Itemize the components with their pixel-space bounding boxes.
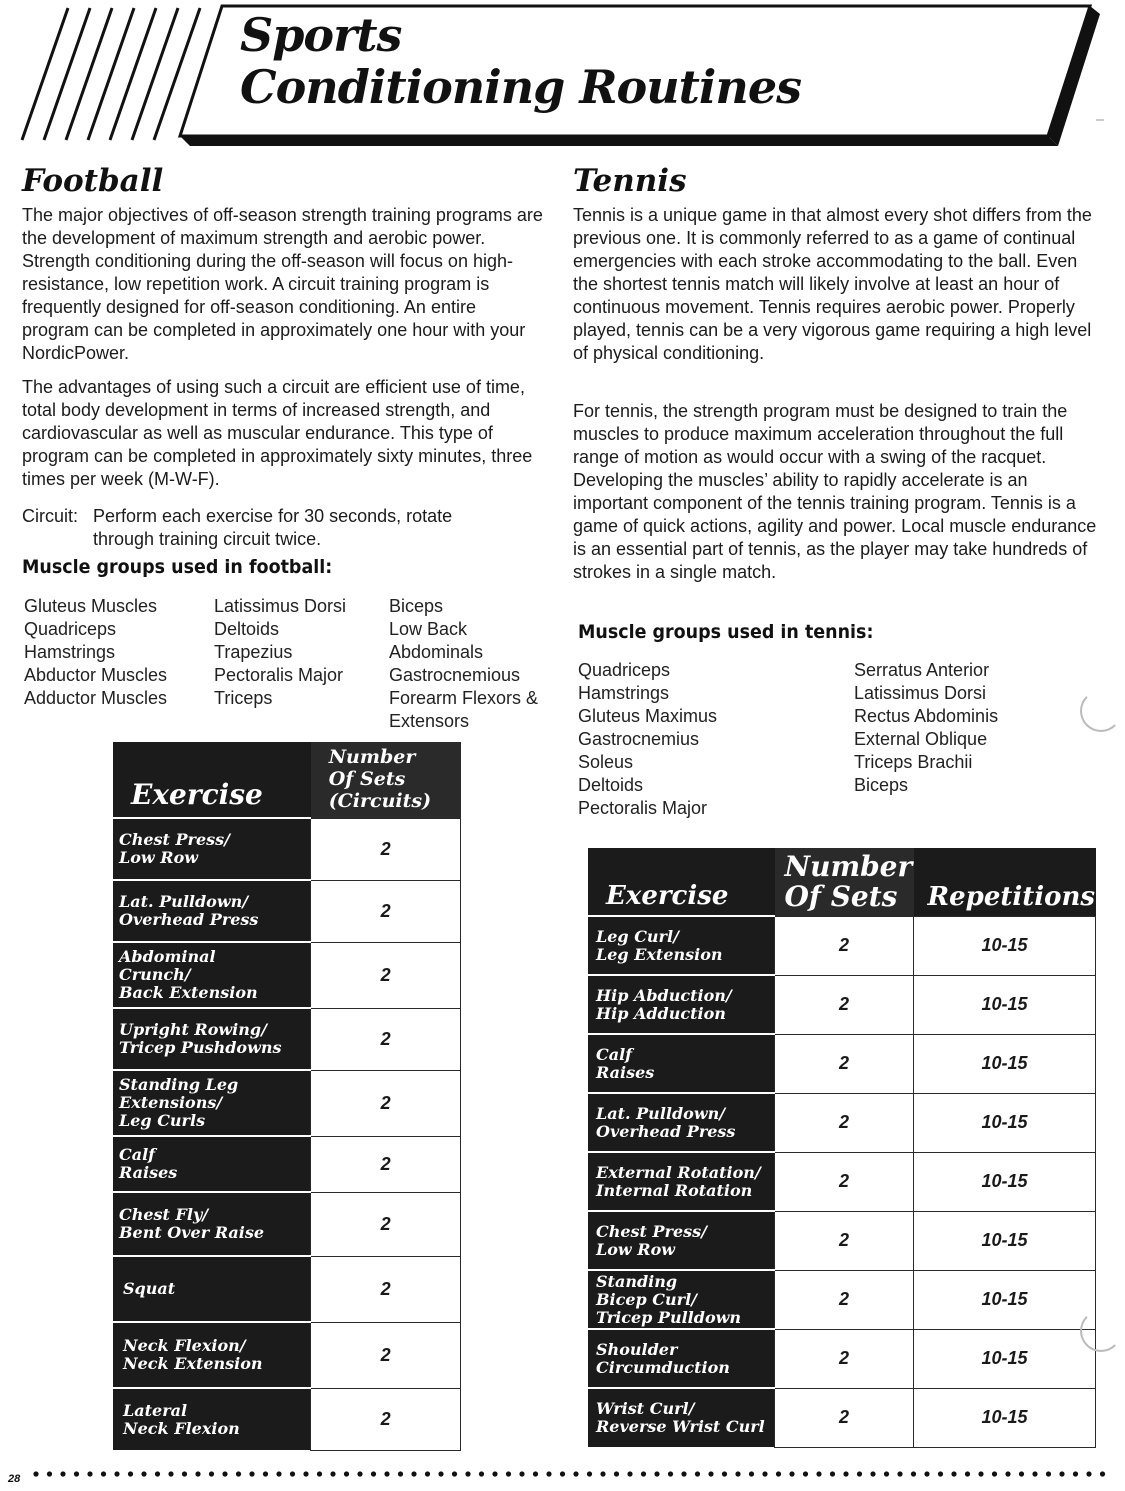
sets-cell: 2 <box>311 1192 461 1256</box>
exercise-line: Squat <box>123 1279 176 1298</box>
list-item: Triceps Brachii <box>854 752 973 772</box>
exercise-line: Chest Fly/ <box>119 1205 209 1224</box>
footer-dot <box>992 1471 997 1476</box>
footer-dot <box>371 1471 376 1476</box>
footer-dot <box>573 1471 578 1476</box>
exercise-line: Leg Curl/ <box>596 926 679 946</box>
list-item: Deltoids <box>578 775 644 795</box>
binder-hole-mark <box>1080 1310 1122 1352</box>
exercise-line: Crunch/ <box>119 965 191 984</box>
sets-cell: 2 <box>311 942 461 1008</box>
football-heading: Football <box>22 163 164 199</box>
header-line: Of Sets <box>328 767 406 790</box>
table-row <box>113 1256 461 1322</box>
column-header-sets <box>775 848 914 916</box>
tennis-muscle-heading: Muscle groups used in tennis: <box>578 621 874 643</box>
football-muscle-list-1 <box>24 595 167 710</box>
list-item: Gluteus Maximus <box>578 706 718 726</box>
football-muscle-heading: Muscle groups used in football: <box>22 556 333 578</box>
footer-dot <box>830 1471 835 1476</box>
table-row <box>113 1192 461 1256</box>
footer-dot <box>1059 1471 1064 1476</box>
table-row <box>113 1322 461 1388</box>
table-row <box>588 975 1096 1034</box>
exercise-cell <box>588 1388 775 1447</box>
footer-dot <box>222 1471 227 1476</box>
exercise-line: Upright Rowing/ <box>119 1020 267 1039</box>
table-row <box>588 1152 1096 1211</box>
list-item: Pectoralis Major <box>578 798 708 818</box>
footer-dot <box>384 1471 389 1476</box>
footer-dot <box>465 1471 470 1476</box>
football-paragraph-2: The advantages of using such a circuit are efficient use of time, total body development in terms of increased strength, and cardiovascular as well as muscular endurance. This type of program can be completed in approximately sixty minutes, three times per week (M-W-F). <box>22 377 533 489</box>
list-item: Hamstrings <box>578 683 670 703</box>
list-item: Adductor Muscles <box>24 688 168 708</box>
footer-dot <box>803 1471 808 1476</box>
exercise-line: Standing <box>596 1271 678 1291</box>
footer-dot <box>884 1471 889 1476</box>
sets-cell: 2 <box>775 1093 914 1152</box>
footer-dot <box>843 1471 848 1476</box>
exercise-line: Back Extension <box>119 983 258 1002</box>
table-row <box>113 1008 461 1070</box>
footer-dot <box>924 1471 929 1476</box>
exercise-cell <box>113 942 311 1008</box>
reps-cell: 10-15 <box>914 975 1096 1034</box>
footer-dot <box>614 1471 619 1476</box>
table-row <box>588 916 1096 975</box>
footer-dot <box>695 1471 700 1476</box>
footer-dot <box>357 1471 362 1476</box>
footer-dot <box>209 1471 214 1476</box>
sets-cell: 2 <box>311 818 461 880</box>
reps-cell: 10-15 <box>914 1329 1096 1388</box>
footer-dot <box>195 1471 200 1476</box>
exercise-line: Circumduction <box>596 1357 730 1377</box>
footer-dot <box>425 1471 430 1476</box>
footer-dot <box>290 1471 295 1476</box>
exercise-line: Overhead Press <box>596 1121 736 1141</box>
sets-cell: 2 <box>311 1136 461 1192</box>
reps-cell: 10-15 <box>914 916 1096 975</box>
footer-dot <box>114 1471 119 1476</box>
table-row <box>588 1329 1096 1388</box>
footer-dot <box>681 1471 686 1476</box>
footer-dot <box>1019 1471 1024 1476</box>
sets-cell: 2 <box>775 1034 914 1093</box>
table-row <box>113 818 461 880</box>
exercise-line: Internal Rotation <box>596 1180 753 1200</box>
footer-dot <box>911 1471 916 1476</box>
header-line: Of Sets <box>784 879 898 913</box>
footer-dot <box>236 1471 241 1476</box>
exercise-line: Overhead Press <box>119 910 259 929</box>
footer-dot <box>735 1471 740 1476</box>
footer-dot <box>560 1471 565 1476</box>
column-header-exercise: Exercise <box>113 742 311 818</box>
footer-dot <box>654 1471 659 1476</box>
reps-cell: 10-15 <box>914 1093 1096 1152</box>
exercise-cell <box>113 880 311 942</box>
list-item: Low Back <box>389 619 468 639</box>
exercise-cell <box>113 1008 311 1070</box>
list-item: External Oblique <box>854 729 988 749</box>
page-title-line1: Sports <box>240 8 402 62</box>
football-paragraph-1: The major objectives of off-season strength training programs are the development of maximum strength and aerobic power. Strength conditioning during the off-season will focus on high-resistance, low repetition work. A circuit training program is frequently designed for off-season conditioning. An entire program can be completed in approximately one hour with your NordicPower. <box>22 205 543 363</box>
footer-dot <box>668 1471 673 1476</box>
tennis-heading: Tennis <box>573 163 687 199</box>
footer-dot <box>87 1471 92 1476</box>
footer-dot <box>303 1471 308 1476</box>
list-item: Triceps <box>214 688 273 708</box>
footer-dot <box>789 1471 794 1476</box>
footer-dot <box>857 1471 862 1476</box>
table-row <box>113 1070 461 1136</box>
column-header-reps: Repetitions <box>914 848 1096 916</box>
list-item: Extensors <box>389 711 470 731</box>
exercise-line: Low Row <box>119 848 199 867</box>
list-item: Gastrocnemious <box>389 665 521 685</box>
exercise-cell <box>113 1070 311 1136</box>
footer-dot <box>749 1471 754 1476</box>
table-row <box>588 1388 1096 1447</box>
exercise-cell <box>588 1034 775 1093</box>
footer-dot <box>101 1471 106 1476</box>
exercise-cell <box>588 975 775 1034</box>
table-row <box>588 1270 1096 1329</box>
exercise-line: Bicep Curl/ <box>596 1289 697 1309</box>
footer-dot <box>263 1471 268 1476</box>
footer-dot <box>155 1471 160 1476</box>
header-line: (Circuits) <box>328 789 432 812</box>
tennis-exercise-table <box>588 848 1096 1448</box>
footer-dot <box>546 1471 551 1476</box>
footer-dot-rule <box>6 1468 1116 1480</box>
exercise-line: Neck Flexion <box>123 1418 240 1438</box>
list-item: Soleus <box>578 752 634 772</box>
column-header-sets <box>311 742 461 818</box>
exercise-cell <box>588 1152 775 1211</box>
list-item: Forearm Flexors & <box>389 688 539 708</box>
footer-dot <box>722 1471 727 1476</box>
exercise-line: Extensions/ <box>119 1093 223 1112</box>
list-item: Biceps <box>389 596 444 616</box>
exercise-line: Lat. Pulldown/ <box>119 892 249 911</box>
footer-dot <box>870 1471 875 1476</box>
header-line: Number <box>328 745 416 768</box>
exercise-line: Tricep Pushdowns <box>119 1038 282 1057</box>
footer-dot <box>479 1471 484 1476</box>
footer-dot <box>519 1471 524 1476</box>
exercise-line: Neck Extension <box>123 1354 263 1373</box>
footer-dot <box>506 1471 511 1476</box>
footer-dot <box>330 1471 335 1476</box>
footer-dot <box>33 1471 38 1476</box>
exercise-line: Leg Curls <box>119 1111 206 1130</box>
tennis-paragraph-2: For tennis, the strength program must be designed to train the muscles to produce maximum acceleration throughout the full range of motion as would occur with a swing of the racquet. Developing the muscles’ ability to rapidly accelerate is an important component of the tennis training program. Tennis is a game of quick actions, agility and power. Local muscle endurance is an essential part of tennis, as the player may take hundreds of strokes in a single match. <box>573 401 1097 582</box>
exercise-cell <box>113 1136 311 1192</box>
page-title-line2: Conditioning Routines <box>240 60 802 114</box>
circuit-label: Circuit: <box>22 506 79 526</box>
list-item: Quadriceps <box>578 660 671 680</box>
exercise-line: Hip Adduction <box>596 1003 726 1023</box>
footer-dot <box>1005 1471 1010 1476</box>
table-row <box>113 1136 461 1192</box>
footer-dot <box>398 1471 403 1476</box>
footer-dot <box>47 1471 52 1476</box>
exercise-cell <box>588 1093 775 1152</box>
header-line: Number <box>784 849 913 883</box>
exercise-cell <box>588 1270 775 1329</box>
sets-cell: 2 <box>775 1211 914 1270</box>
footer-dot <box>1086 1471 1091 1476</box>
exercise-cell <box>588 1329 775 1388</box>
football-muscle-list-3 <box>389 595 538 733</box>
footer-dot <box>627 1471 632 1476</box>
footer-dot <box>182 1471 187 1476</box>
reps-cell: 10-15 <box>914 1034 1096 1093</box>
list-item: Abdominals <box>389 642 484 662</box>
footer-dot <box>128 1471 133 1476</box>
sets-cell: 2 <box>775 1152 914 1211</box>
sets-cell: 2 <box>311 1070 461 1136</box>
footer-dot <box>438 1471 443 1476</box>
exercise-line: Lat. Pulldown/ <box>596 1103 726 1123</box>
binder-hole-mark <box>1080 690 1122 732</box>
footer-dot <box>452 1471 457 1476</box>
list-item: Latissimus Dorsi <box>214 596 347 616</box>
footer-dot <box>344 1471 349 1476</box>
exercise-line: Chest Press/ <box>119 830 231 849</box>
table-row <box>588 1211 1096 1270</box>
list-item: Biceps <box>854 775 909 795</box>
exercise-cell <box>113 1192 311 1256</box>
reps-cell: 10-15 <box>914 1270 1096 1329</box>
tennis-muscle-list-2 <box>854 659 998 797</box>
list-item: Serratus Anterior <box>854 660 990 680</box>
footer-dot <box>776 1471 781 1476</box>
sets-cell: 2 <box>775 1388 914 1447</box>
list-item: Abductor Muscles <box>24 665 168 685</box>
sets-cell: 2 <box>775 1329 914 1388</box>
footer-dot <box>641 1471 646 1476</box>
footer-dot <box>276 1471 281 1476</box>
footer-dot <box>60 1471 65 1476</box>
exercise-line: Wrist Curl/ <box>596 1399 695 1418</box>
list-item: Deltoids <box>214 619 280 639</box>
list-item: Hamstrings <box>24 642 116 662</box>
exercise-line: Bent Over Raise <box>119 1223 265 1242</box>
footer-dot <box>600 1471 605 1476</box>
list-item: Quadriceps <box>24 619 117 639</box>
exercise-line: Calf <box>119 1145 156 1164</box>
circuit-text: Perform each exercise for 30 seconds, rotate through training circuit twice. <box>93 506 453 549</box>
sets-cell: 2 <box>775 975 914 1034</box>
reps-cell: 10-15 <box>914 1388 1096 1447</box>
list-item: Trapezius <box>214 642 293 662</box>
exercise-line: Abdominal <box>119 947 216 966</box>
footer-dot <box>978 1471 983 1476</box>
sets-cell: 2 <box>311 1008 461 1070</box>
sets-cell: 2 <box>311 1388 461 1450</box>
footer-dot <box>1032 1471 1037 1476</box>
footer-dot <box>951 1471 956 1476</box>
reps-cell: 10-15 <box>914 1152 1096 1211</box>
footer-dot <box>249 1471 254 1476</box>
footer-dot <box>965 1471 970 1476</box>
footer-dot <box>708 1471 713 1476</box>
table-row <box>113 942 461 1008</box>
exercise-line: Shoulder <box>596 1339 678 1359</box>
tennis-paragraph-1: Tennis is a unique game in that almost every shot differs from the previous one. It is commonly referred to as a game of continual emergencies with each stroke accommodating to the ball. Even the shortest tennis match will likely involve at least an hour of continuous movement. Tennis requires aerobic power. Properly played, tennis can be a very vigorous game requiring a high level of physical conditioning. <box>573 205 1092 363</box>
footer-dot <box>533 1471 538 1476</box>
column-header-exercise: Exercise <box>588 848 775 916</box>
exercise-line: Tricep Pulldown <box>596 1307 742 1327</box>
list-item: Gastrocnemius <box>578 729 700 749</box>
exercise-line: Reverse Wrist Curl <box>596 1417 765 1436</box>
exercise-line: Low Row <box>596 1239 676 1259</box>
table-row <box>113 880 461 942</box>
football-exercise-table <box>113 742 461 1451</box>
list-item: Gluteus Muscles <box>24 596 158 616</box>
table-row <box>113 1388 461 1450</box>
footer-dot <box>1073 1471 1078 1476</box>
footer-dot <box>762 1471 767 1476</box>
exercise-cell <box>113 818 311 880</box>
exercise-line: Raises <box>596 1062 655 1082</box>
footer-dot <box>492 1471 497 1476</box>
footer-dot <box>74 1471 79 1476</box>
exercise-line: Hip Abduction/ <box>596 985 732 1005</box>
exercise-cell <box>113 1256 311 1322</box>
exercise-cell <box>588 1211 775 1270</box>
exercise-line: Raises <box>119 1163 178 1182</box>
exercise-line: Leg Extension <box>596 944 723 964</box>
footer-dot <box>411 1471 416 1476</box>
exercise-cell <box>113 1388 311 1450</box>
sets-cell: 2 <box>311 1322 461 1388</box>
table-row <box>588 1093 1096 1152</box>
footer-dot <box>587 1471 592 1476</box>
football-muscle-list-2 <box>214 595 346 710</box>
list-item: Latissimus Dorsi <box>854 683 987 703</box>
exercise-line: External Rotation/ <box>596 1162 761 1182</box>
sets-cell: 2 <box>311 1256 461 1322</box>
page-number: 28 <box>8 1473 21 1485</box>
tennis-muscle-list-1 <box>578 659 717 820</box>
footer-dot <box>168 1471 173 1476</box>
exercise-line: Standing Leg <box>119 1075 239 1094</box>
sets-cell: 2 <box>311 880 461 942</box>
footer-dot <box>897 1471 902 1476</box>
exercise-cell <box>113 1322 311 1388</box>
footer-dot <box>1100 1471 1105 1476</box>
sets-cell: 2 <box>775 916 914 975</box>
sets-cell: 2 <box>775 1270 914 1329</box>
reps-cell: 10-15 <box>914 1211 1096 1270</box>
footer-dot <box>816 1471 821 1476</box>
exercise-line: Calf <box>596 1044 633 1064</box>
table-row <box>588 1034 1096 1093</box>
list-item: Rectus Abdominis <box>854 706 999 726</box>
list-item: Pectoralis Major <box>214 665 344 685</box>
exercise-line: Neck Flexion/ <box>123 1336 246 1355</box>
exercise-cell <box>588 916 775 975</box>
exercise-line: Chest Press/ <box>596 1221 708 1241</box>
footer-dot <box>141 1471 146 1476</box>
footer-dot <box>1046 1471 1051 1476</box>
exercise-line: Lateral <box>123 1400 188 1420</box>
footer-dot <box>938 1471 943 1476</box>
footer-dot <box>317 1471 322 1476</box>
